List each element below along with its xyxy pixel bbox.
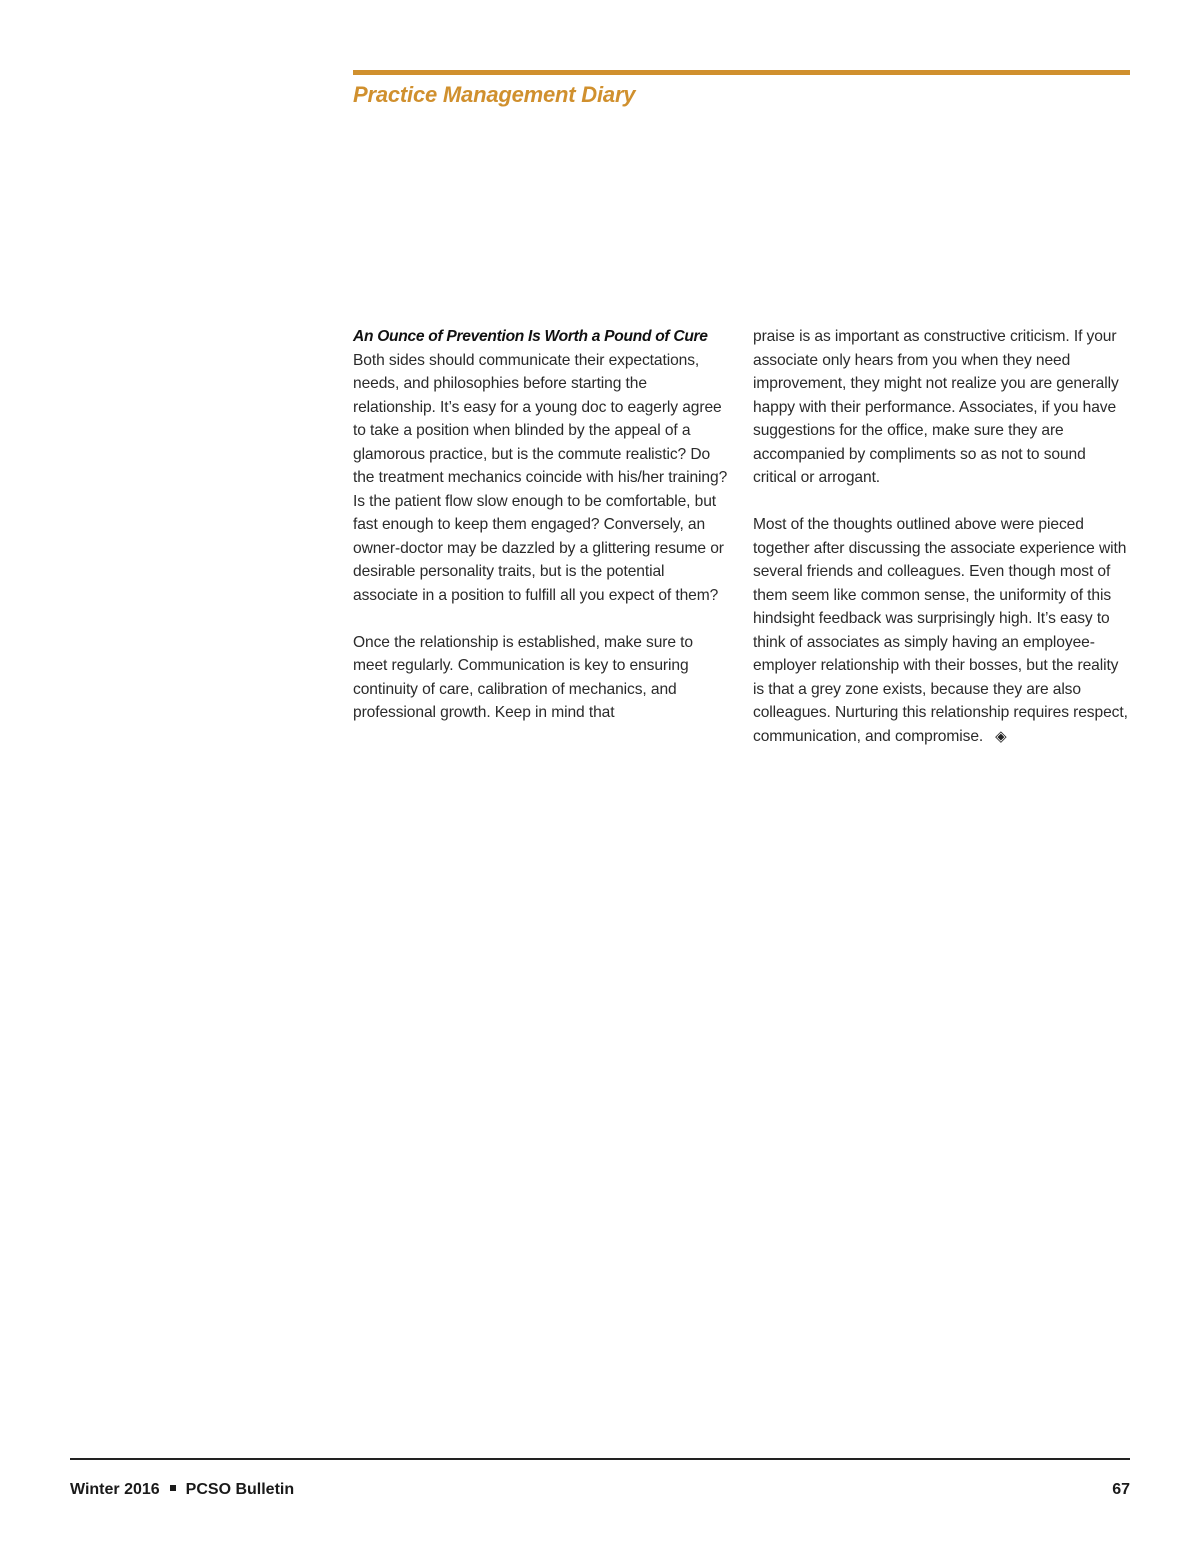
header-rule: [353, 70, 1130, 75]
article-subhead: An Ounce of Prevention Is Worth a Pound of Cure: [353, 328, 708, 345]
article-paragraph: praise is as important as constructive criticism. If your associate only hears from you when they need improvement, they might not realize you are generally happy with their performance. Associates, if you have suggestions for the office, make sure they are accompanied by compliments so as not to sound critical or arrogant.: [753, 328, 1119, 486]
footer-publication: PCSO Bulletin: [185, 1481, 295, 1498]
article-paragraph: [753, 513, 1133, 748]
page-number: 67: [1112, 1481, 1130, 1498]
article-paragraph: [353, 325, 731, 607]
square-bullet-icon: [170, 1485, 176, 1491]
diamond-end-mark-icon: ◈: [995, 727, 1007, 745]
paragraph-text: Both sides should communicate their expectations, needs, and philosophies before starting the relationship. It’s easy for a young doc to eagerly agree to take a position when blinded by the appeal of a glamorous practice, but is the commute realistic? Do the treatment mechanics coincide with his/her training? Is the patient flow slow enough to be comfortable, but fast enough to keep them engaged? Conversely, an owner-doctor may be dazzled by a glittering resume or desirable personality traits, but is the potential associate in a position to fulfill all you expect of them?: [353, 351, 728, 604]
section-title: Practice Management Diary: [353, 82, 636, 107]
footer-issue: Winter 2016: [70, 1481, 160, 1498]
article-column-left: [353, 325, 731, 725]
article-column-right: [753, 325, 1133, 748]
footer-issue-line: [70, 1478, 294, 1502]
article-paragraph: Once the relationship is established, make sure to meet regularly. Communication is key to ensuring continuity of care, calibration of mechanics, and professional growth. Keep in mind that: [353, 633, 693, 721]
footer-rule: [70, 1458, 1130, 1460]
paragraph-text: Most of the thoughts outlined above were pieced together after discussing the associate experience with several friends and colleagues. Even though most of them seem like common sense, the uniformity of this hindsight feedback was surprisingly high. It’s easy to think of associates as simply having an employee-employer relationship with their bosses, but the reality is that a grey zone exists, because they are also colleagues. Nurturing this relationship requires respect, communication, and compromise.: [753, 516, 1128, 745]
